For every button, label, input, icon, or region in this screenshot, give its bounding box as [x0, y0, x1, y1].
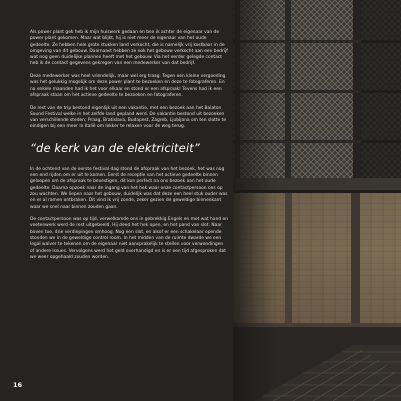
paragraph-2: Deze medewerker was heel vriendelijk, maar wel erg traag. Tegen een kleine vergoeding was het gelukkig mogelijk om deze power plant te bezoeken en deze te fotograferen. En na enkele maanden had ik het voor elkaar en stond er een afspraak! Tevens had ik een afspraak staan om het actieve gedeelte te bezoeken en fotograferen.: [30, 74, 226, 98]
paragraph-4: In de ochtend van de eerste festival dag stond de afspraak van het bezoek, het was nog een end rijden om er uit te komen. Eerst de receptie van het actieve gedeelte binnen geloopen om de afspraak te bevestigen, dit kon perfect na ons bezoek aan het oude gedeelte. Daarna opzoek naar de ingang van het hek waar onze contactpersoon ons op zou wachten. We liepen naar het gebouw, duidelijk was dat deze een heel stuk ouder was en er al ramen ontbraken. Dit vind ik vrij zonde, zeker gezien de geweldige binnenkant waar we snel naar binnen zouden gaan.: [30, 166, 228, 210]
paragraph-1: Als power plant gek heb ik mijn huiswerk gedaan en ben ik achter de eigenaar van de power plant gekomen. Maar wat blijkt, hij is niet meer de eigenaar van het oude gedeelte. Ze hebben hele grote stukken land verkocht, die is namelijk vrij kostbaar in de omgeving van dit gebouw. Daarnaast hebben ze ook het gebouw verkocht aan een bedrijf wat nog geen duidelijke plannen heeft met het gebouw. Via het eerder gelegde contact heb ik de contact gegevens gekregen van een medewerker van dat bedrijf.: [30, 30, 228, 67]
industrial-photo: [233, 0, 401, 401]
page-number: 16: [13, 381, 23, 389]
article-text: [30, 30, 228, 268]
industrial-photo-image: [233, 0, 401, 401]
pull-quote: “de kerk van de elektriciteit”: [30, 140, 200, 155]
paragraph-3: De rest van de trip bestond eigenlijk uit een vakantie, met een bezoek aan het Balaton Sound Festival welke in het zelfde land gepland werd. De vakantie bestond uit bezoeken van verschillende steden; Praag, Bratislava, Budapest, Zagreb, Ljubljana om ten slotte te eindigen bij een meer in Italië om lekker te relaxen voor de weg terug.: [30, 105, 227, 130]
paragraph-5: De contactpersoon was op tijd, verwelkomde ons in gebrekkig Engels en met wat hand en voetenwerk werd de rest uitgebeeld. Hij deed het hek open, en het pand van slot. Naar boven toe, drie verdiepingen omhoog. Nog een slot, en alsof er een schakelaar opende stonden we in de geweldige control room. In het midden van de ruimte dwarde we een legal waiver te tekenen om de eigenaar niet aansprakelijk te stellen voor verwondingen of andere issues. Vervolgens werd het geld overhandigd en is er een tijd afgesproken dat we weer opgehaald zouden worden.: [30, 217, 229, 260]
